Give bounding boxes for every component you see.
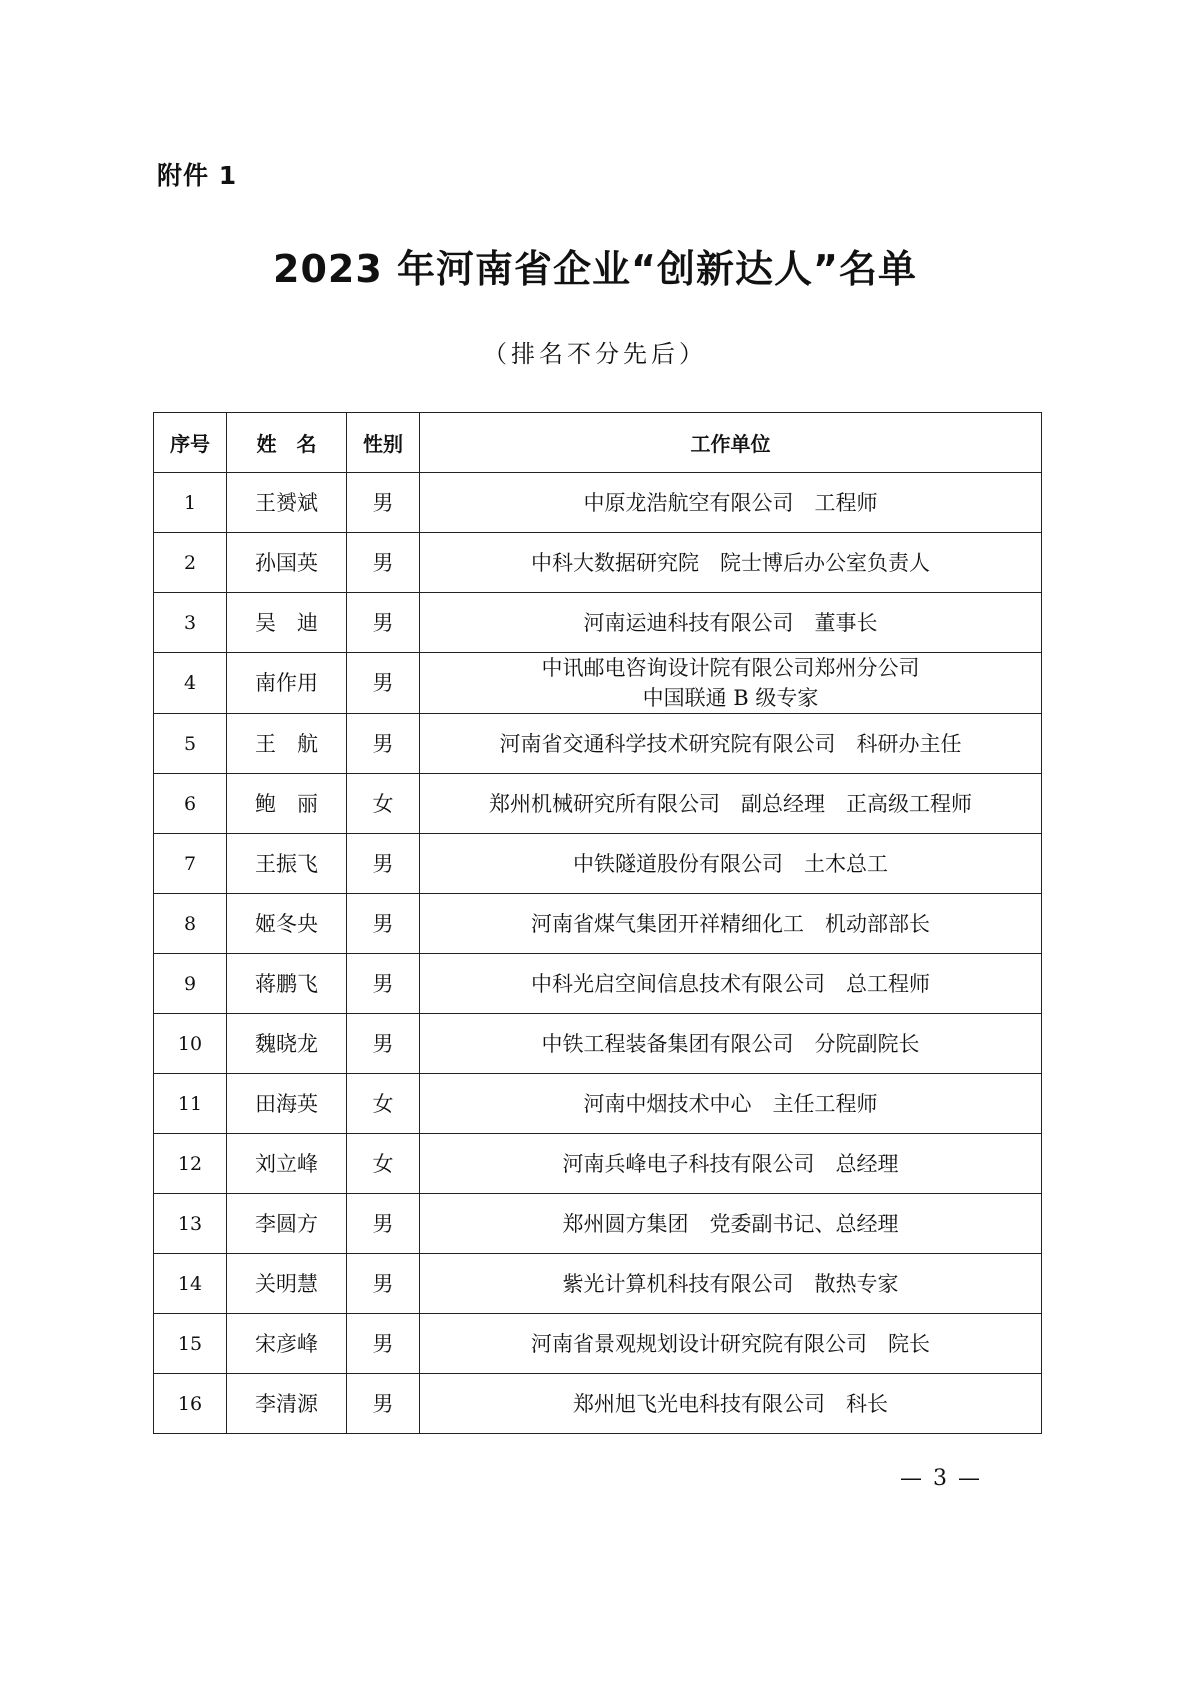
cell-name: 南作用	[227, 653, 347, 714]
cell-number: 16	[154, 1374, 227, 1434]
page-title: 2023 年河南省企业“创新达人”名单	[273, 247, 917, 291]
cell-gender: 男	[347, 1254, 420, 1314]
cell-gender: 男	[347, 834, 420, 894]
cell-gender: 男	[347, 1374, 420, 1434]
cell-number: 15	[154, 1314, 227, 1374]
table-row	[154, 533, 1042, 593]
cell-name: 王赟斌	[227, 473, 347, 533]
table-row	[154, 473, 1042, 533]
attachment-label: 附件 1	[157, 161, 238, 190]
cell-gender: 女	[347, 774, 420, 834]
roster-table	[153, 412, 1042, 1434]
cell-name: 刘立峰	[227, 1134, 347, 1194]
table-row	[154, 714, 1042, 774]
table-row	[154, 1254, 1042, 1314]
cell-name: 王振飞	[227, 834, 347, 894]
cell-number: 12	[154, 1134, 227, 1194]
cell-work-unit: 中科光启空间信息技术有限公司 总工程师	[420, 954, 1042, 1014]
cell-work-unit: 河南运迪科技有限公司 董事长	[420, 593, 1042, 653]
cell-work-unit: 河南中烟技术中心 主任工程师	[420, 1074, 1042, 1134]
cell-gender: 男	[347, 954, 420, 1014]
table-row	[154, 1014, 1042, 1074]
table-row	[154, 1194, 1042, 1254]
header-work-unit: 工作单位	[420, 413, 1042, 473]
cell-work-unit: 中原龙浩航空有限公司 工程师	[420, 473, 1042, 533]
cell-number: 11	[154, 1074, 227, 1134]
cell-number: 13	[154, 1194, 227, 1254]
page-subtitle: （排名不分先后）	[483, 340, 707, 368]
cell-gender: 男	[347, 473, 420, 533]
cell-name: 李清源	[227, 1374, 347, 1434]
cell-number: 6	[154, 774, 227, 834]
table-row	[154, 1074, 1042, 1134]
cell-work-unit: 紫光计算机科技有限公司 散热专家	[420, 1254, 1042, 1314]
cell-work-unit: 中铁隧道股份有限公司 土木总工	[420, 834, 1042, 894]
cell-gender: 男	[347, 894, 420, 954]
cell-number: 14	[154, 1254, 227, 1314]
cell-name: 孙国英	[227, 533, 347, 593]
cell-name: 魏晓龙	[227, 1014, 347, 1074]
cell-number: 5	[154, 714, 227, 774]
table-row	[154, 834, 1042, 894]
cell-number: 7	[154, 834, 227, 894]
table-row	[154, 1134, 1042, 1194]
header-gender: 性别	[347, 413, 420, 473]
cell-name: 田海英	[227, 1074, 347, 1134]
table-row	[154, 954, 1042, 1014]
cell-gender: 男	[347, 533, 420, 593]
cell-name: 吴 迪	[227, 593, 347, 653]
table-row	[154, 774, 1042, 834]
cell-gender: 男	[347, 1014, 420, 1074]
cell-work-unit: 中铁工程装备集团有限公司 分院副院长	[420, 1014, 1042, 1074]
cell-gender: 女	[347, 1074, 420, 1134]
cell-number: 3	[154, 593, 227, 653]
table-row	[154, 894, 1042, 954]
header-name: 姓 名	[227, 413, 347, 473]
header-number: 序号	[154, 413, 227, 473]
cell-number: 8	[154, 894, 227, 954]
cell-work-unit: 郑州旭飞光电科技有限公司 科长	[420, 1374, 1042, 1434]
cell-gender: 男	[347, 653, 420, 714]
table-header-row	[154, 413, 1042, 473]
cell-number: 2	[154, 533, 227, 593]
cell-work-unit: 河南省景观规划设计研究院有限公司 院长	[420, 1314, 1042, 1374]
cell-name: 李圆方	[227, 1194, 347, 1254]
cell-name: 关明慧	[227, 1254, 347, 1314]
cell-gender: 男	[347, 1314, 420, 1374]
cell-work-unit: 郑州机械研究所有限公司 副总经理 正高级工程师	[420, 774, 1042, 834]
cell-number: 10	[154, 1014, 227, 1074]
cell-gender: 男	[347, 593, 420, 653]
cell-number: 1	[154, 473, 227, 533]
cell-gender: 女	[347, 1134, 420, 1194]
cell-number: 9	[154, 954, 227, 1014]
page-number: — 3 —	[900, 1466, 982, 1491]
cell-number: 4	[154, 653, 227, 714]
cell-gender: 男	[347, 714, 420, 774]
cell-work-unit: 郑州圆方集团 党委副书记、总经理	[420, 1194, 1042, 1254]
cell-work-unit: 中讯邮电咨询设计院有限公司郑州分公司 中国联通 B 级专家	[420, 653, 1042, 714]
cell-work-unit: 河南省交通科学技术研究院有限公司 科研办主任	[420, 714, 1042, 774]
cell-gender: 男	[347, 1194, 420, 1254]
cell-name: 鲍 丽	[227, 774, 347, 834]
table-row	[154, 1374, 1042, 1434]
cell-work-unit: 河南兵峰电子科技有限公司 总经理	[420, 1134, 1042, 1194]
cell-name: 姬冬央	[227, 894, 347, 954]
cell-name: 蒋鹏飞	[227, 954, 347, 1014]
cell-name: 王 航	[227, 714, 347, 774]
cell-name: 宋彦峰	[227, 1314, 347, 1374]
table-row	[154, 653, 1042, 714]
cell-work-unit: 河南省煤气集团开祥精细化工 机动部部长	[420, 894, 1042, 954]
table-row	[154, 1314, 1042, 1374]
table-row	[154, 593, 1042, 653]
table-body	[154, 473, 1042, 1434]
cell-work-unit: 中科大数据研究院 院士博后办公室负责人	[420, 533, 1042, 593]
